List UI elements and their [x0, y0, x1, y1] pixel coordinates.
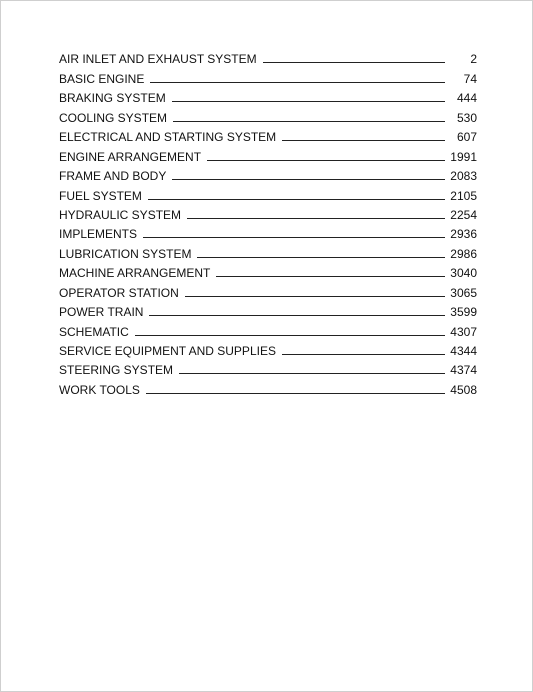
toc-entry[interactable]: [59, 319, 477, 338]
toc-entry-title[interactable]: AIR INLET AND EXHAUST SYSTEM: [59, 52, 257, 67]
toc-entry-page-number[interactable]: 2986: [450, 246, 477, 261]
toc-entry-page-number[interactable]: 2254: [450, 207, 477, 222]
toc-entry[interactable]: [59, 66, 477, 85]
toc-entry-page-number[interactable]: 2: [470, 52, 477, 67]
toc-entry-title[interactable]: WORK TOOLS: [59, 382, 140, 397]
toc-entry-page-number[interactable]: 2936: [450, 227, 477, 242]
toc-entry-page-number[interactable]: 74: [463, 71, 477, 86]
toc-entry-page-number[interactable]: 4374: [450, 363, 477, 378]
toc-entry[interactable]: [59, 203, 477, 222]
toc-leader-line: [173, 121, 445, 122]
toc-entry-page-number[interactable]: 3065: [450, 285, 477, 300]
toc-entry[interactable]: [59, 164, 477, 183]
table-of-contents: [59, 47, 477, 397]
toc-entry-page-number[interactable]: 530: [456, 110, 477, 125]
toc-entry-page-number[interactable]: 1991: [450, 149, 477, 164]
toc-leader-line: [216, 276, 445, 277]
toc-leader-line: [148, 199, 445, 200]
toc-entry[interactable]: [59, 105, 477, 124]
toc-leader-line: [172, 101, 445, 102]
toc-entry-page-number[interactable]: 3599: [450, 305, 477, 320]
toc-entry-title[interactable]: BRAKING SYSTEM: [59, 91, 166, 106]
toc-leader-line: [150, 82, 445, 83]
toc-entry[interactable]: [59, 339, 477, 358]
toc-leader-line: [149, 315, 445, 316]
toc-entry[interactable]: [59, 144, 477, 163]
toc-leader-line: [282, 140, 445, 141]
toc-entry-page-number[interactable]: 444: [456, 91, 477, 106]
toc-entry-title[interactable]: LUBRICATION SYSTEM: [59, 246, 192, 261]
toc-entry-title[interactable]: POWER TRAIN: [59, 305, 144, 320]
toc-entry-page-number[interactable]: 4344: [450, 344, 477, 358]
toc-entry-title[interactable]: ELECTRICAL AND STARTING SYSTEM: [59, 130, 277, 145]
toc-entry-title[interactable]: OPERATOR STATION: [59, 285, 179, 300]
toc-leader-line: [135, 335, 445, 336]
toc-entry-title[interactable]: BASIC ENGINE: [59, 71, 145, 86]
toc-entry[interactable]: [59, 261, 477, 280]
toc-entry[interactable]: [59, 358, 477, 377]
toc-entry[interactable]: [59, 125, 477, 144]
toc-entry-page-number[interactable]: 2083: [450, 169, 477, 184]
toc-leader-line: [172, 179, 445, 180]
toc-entry[interactable]: [59, 300, 477, 319]
toc-entry-page-number[interactable]: 2105: [450, 188, 477, 203]
toc-entry-title[interactable]: ENGINE ARRANGEMENT: [59, 149, 202, 164]
toc-entry[interactable]: [59, 241, 477, 260]
toc-entry-title[interactable]: STEERING SYSTEM: [59, 363, 174, 378]
toc-leader-line: [263, 62, 445, 63]
toc-entry-title[interactable]: HYDRAULIC SYSTEM: [59, 207, 182, 222]
toc-leader-line: [207, 160, 445, 161]
toc-entry-title[interactable]: MACHINE ARRANGEMENT: [59, 266, 211, 281]
toc-entry[interactable]: [59, 222, 477, 241]
toc-entry-title[interactable]: FUEL SYSTEM: [59, 188, 142, 203]
toc-entry-title[interactable]: SERVICE EQUIPMENT AND SUPPLIES: [59, 344, 276, 358]
toc-entry-page-number[interactable]: 3040: [450, 266, 477, 281]
toc-entry-title[interactable]: COOLING SYSTEM: [59, 110, 168, 125]
toc-entry[interactable]: [59, 280, 477, 299]
toc-entry[interactable]: [59, 47, 477, 66]
toc-leader-line: [179, 373, 445, 374]
toc-leader-line: [197, 257, 445, 258]
toc-leader-line: [146, 393, 445, 394]
toc-entry[interactable]: [59, 377, 477, 396]
toc-entry-title[interactable]: FRAME AND BODY: [59, 169, 167, 184]
toc-entry[interactable]: [59, 183, 477, 202]
toc-leader-line: [185, 296, 445, 297]
toc-entry-page-number[interactable]: 4508: [450, 382, 477, 397]
toc-entry-title[interactable]: SCHEMATIC: [59, 324, 129, 339]
toc-leader-line: [282, 354, 445, 355]
toc-entry-page-number[interactable]: 607: [456, 130, 477, 145]
toc-leader-line: [143, 237, 445, 238]
toc-leader-line: [187, 218, 445, 219]
toc-entry-page-number[interactable]: 4307: [450, 324, 477, 339]
toc-entry-title[interactable]: IMPLEMENTS: [59, 227, 138, 242]
toc-entry[interactable]: [59, 86, 477, 105]
